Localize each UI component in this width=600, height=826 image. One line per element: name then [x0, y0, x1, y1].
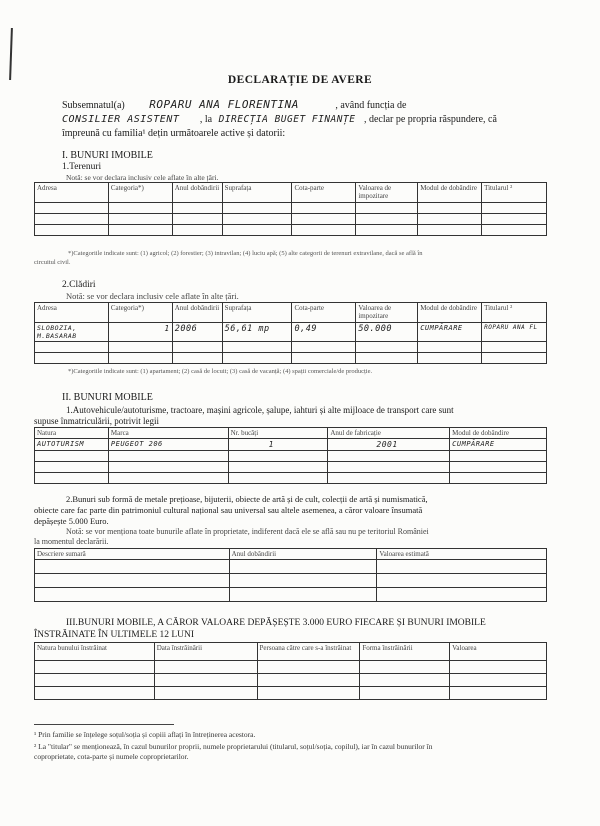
table-row [35, 473, 547, 484]
bunuri-instrainate-table [34, 642, 547, 700]
cladire-titular: ROPARU ANA FL [482, 323, 547, 342]
table-row [35, 462, 547, 473]
section-3-heading-2: ÎNSTRĂINATE ÎN ULTIMELE 12 LUNI [34, 630, 195, 640]
col-header: Marca [108, 428, 228, 439]
col-header: Valoarea estimată [377, 549, 547, 560]
cladire-modul: CUMPĂRARE [418, 323, 482, 342]
table-row [35, 353, 547, 364]
col-header: Anul dobândirii [229, 549, 377, 560]
col-header: Data înstrăinării [154, 643, 257, 661]
margin-pen-mark [9, 28, 13, 80]
cladire-categoria: 1 [108, 323, 172, 342]
cladire-adresa: SLOBOZIA, M.BASARAB [35, 323, 109, 342]
auto-anul: 2001 [328, 439, 450, 451]
col-header: Modul de dobândire [418, 303, 482, 323]
table-row [35, 661, 547, 674]
col-header: Forma înstrăinării [360, 643, 450, 661]
table-row [35, 439, 547, 451]
terenuri-heading: 1.Terenuri [62, 162, 102, 172]
institution-value: DIRECȚIA BUGET FINANȚE [218, 114, 356, 125]
col-header: Valoarea de impozitare [356, 303, 418, 323]
col-header: Natura [35, 428, 109, 439]
table-row [35, 323, 547, 342]
cladire-suprafata: 56,61 mp [222, 323, 292, 342]
col-header: Cota-parte [292, 183, 356, 203]
section-1-heading: I. BUNURI IMOBILE [62, 150, 153, 161]
terenuri-categories-footnote: *)Categoriile indicate sunt: (1) agricol; (2) forestier; (3) intravilan; (4) luciu apă; (5) alte categorii de terenuri extravilane, dacă se află în [68, 250, 423, 257]
cladire-cota: 0,49 [292, 323, 356, 342]
footnote-1: ¹ Prin familie se înțelege soțul/soția și copiii aflați în întreținerea acestora. [34, 730, 256, 739]
table-row [35, 214, 547, 225]
table-header-row [35, 303, 547, 323]
col-header: Cota-parte [292, 303, 356, 323]
cladire-anul: 2006 [172, 323, 222, 342]
table-header-row [35, 428, 547, 439]
table-header-row [35, 183, 547, 203]
document-title: DECLARAȚIE DE AVERE [227, 74, 373, 86]
col-header: Categoria*) [108, 303, 172, 323]
table-header-row [35, 549, 547, 560]
bunuri-pretioase-note-2: la momentul declarării. [34, 537, 109, 546]
col-header: Titularul ² [482, 303, 547, 323]
col-header: Anul dobândirii [172, 303, 222, 323]
footnote-separator [34, 724, 174, 725]
footnote-2-cont: coproprietate, cota-parte și numele coproprietarilor. [34, 752, 189, 761]
bunuri-pretioase-text-2: obiecte care fac parte din patrimoniul cultural național sau universal sau altele asemenea, a căror valoare însumată [34, 505, 423, 515]
intro-line-3: împreună cu familia¹ dețin următoarele active și datorii: [62, 128, 286, 139]
table-row [35, 203, 547, 214]
col-header: Natura bunului înstrăinat [35, 643, 155, 661]
terenuri-categories-footnote-2: circuitul civil. [34, 259, 71, 266]
table-row [35, 687, 547, 700]
la-text: , la [199, 114, 213, 125]
declarant-name: ROPARU ANA FLORENTINA [149, 98, 299, 111]
col-header: Persoana către care s-a înstrăinat [257, 643, 360, 661]
col-header: Modul de dobândire [418, 183, 482, 203]
col-header: Valoarea [450, 643, 547, 661]
col-header: Adresa [35, 303, 109, 323]
intro-line-2 [62, 114, 497, 125]
bunuri-pretioase-table [34, 548, 547, 602]
bunuri-pretioase-text-3: depășește 5.000 Euro. [34, 516, 109, 526]
bunuri-pretioase-text-1: 2.Bunuri sub formă de metale prețioase, bijuterii, obiecte de artă și de cult, colecții de artă și numismatică, [66, 494, 428, 504]
table-row [35, 451, 547, 462]
auto-nr-bucati: 1 [228, 439, 328, 451]
cladiri-heading: 2.Clădiri [62, 280, 96, 290]
autovehicule-table [34, 427, 547, 484]
terenuri-note: Notă: se vor declara inclusiv cele aflate în alte țări. [66, 173, 219, 182]
col-header: Suprafața [222, 183, 292, 203]
cladire-valoarea: 50.000 [356, 323, 418, 342]
section-3-heading-1: III.BUNURI MOBILE, A CĂROR VALOARE DEPĂȘEȘTE 3.000 EURO FIECARE ȘI BUNURI IMOBILE [66, 618, 486, 628]
col-header: Anul de fabricație [328, 428, 450, 439]
declar-text: , declar pe propria răspundere, că [363, 114, 497, 125]
section-2-heading: II. BUNURI MOBILE [62, 392, 153, 403]
intro-line-1 [62, 98, 406, 111]
cladiri-table [34, 302, 547, 364]
col-header: Modul de dobândire [450, 428, 547, 439]
cladiri-note: Notă: se vor declara inclusiv cele aflate în alte țări. [66, 291, 239, 301]
table-row [35, 574, 547, 588]
function-value: CONSILIER ASISTENT [62, 114, 180, 125]
auto-text-1: 1.Autovehicule/autoturisme, tractoare, mașini agricole, șalupe, iahturi și alte mijloace de transport care sunt [66, 405, 454, 415]
footnote-2: ² La "titular" se menționează, în cazul bunurilor proprii, numele proprietarului (titularul, soțul/soția, copilul), iar în cazul bunurilor în [34, 742, 433, 751]
table-row [35, 674, 547, 687]
table-row [35, 342, 547, 353]
col-header: Valoarea de impozitare [356, 183, 418, 203]
table-header-row [35, 643, 547, 661]
auto-modul: CUMPĂRARE [450, 439, 547, 451]
table-row [35, 225, 547, 236]
col-header: Suprafața [222, 303, 292, 323]
col-header: Anul dobândirii [172, 183, 222, 203]
auto-marca: PEUGEOT 206 [108, 439, 228, 451]
table-row [35, 588, 547, 602]
auto-text-2: supuse înmatriculării, potrivit legii [34, 416, 159, 426]
auto-natura: AUTOTURISM [35, 439, 109, 451]
bunuri-pretioase-note-1: Notă: se vor menționa toate bunurile aflate în proprietate, indiferent dacă ele se află sau nu pe teritoriul României [66, 527, 429, 536]
avand-functia-text: , având funcția de [335, 100, 407, 111]
col-header: Adresa [35, 183, 109, 203]
subsemnatul-label: Subsemnatul(a) [62, 100, 125, 111]
cladiri-categories-footnote: *)Categoriile indicate sunt: (1) apartament; (2) casă de locuit; (3) casă de vacanță; (4) spații comerciale/de producție. [68, 368, 373, 375]
table-row [35, 560, 547, 574]
col-header: Categoria*) [108, 183, 172, 203]
terenuri-table [34, 182, 547, 236]
col-header: Nr. bucăți [228, 428, 328, 439]
col-header: Titularul ² [482, 183, 547, 203]
col-header: Descriere sumară [35, 549, 230, 560]
